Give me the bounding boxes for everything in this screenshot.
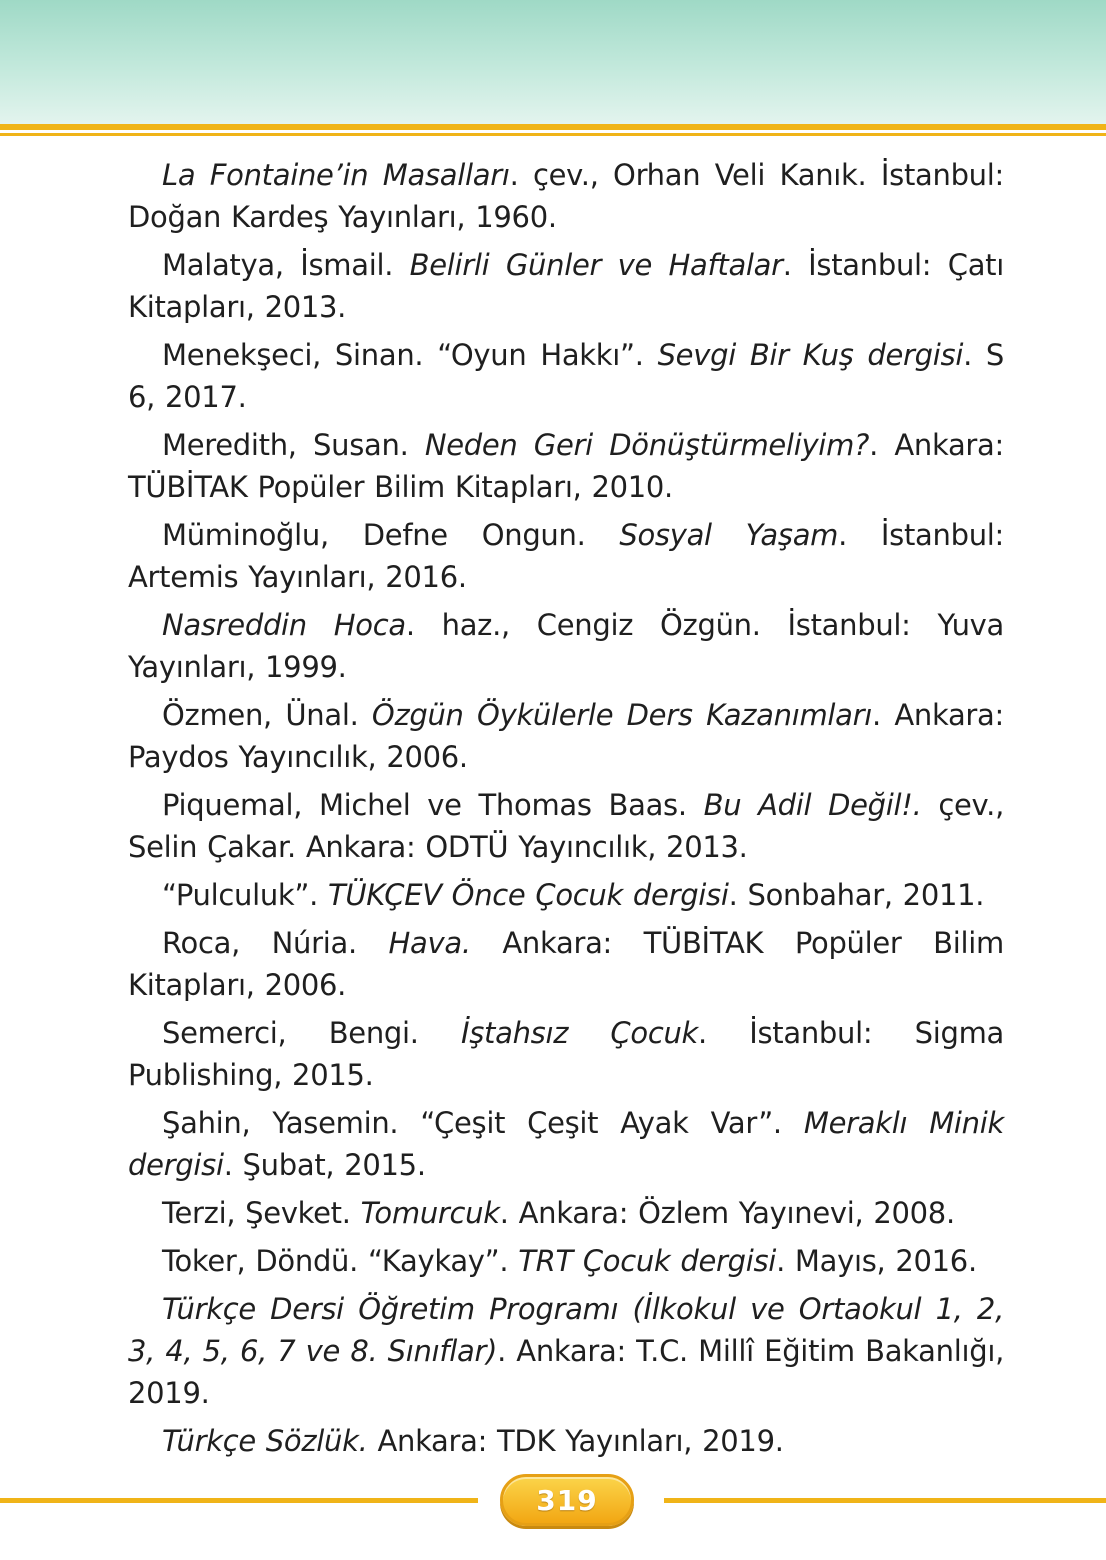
reference-text: Müminoğlu, Defne Ongun.: [162, 518, 620, 552]
reference-entry: [128, 1102, 1004, 1186]
reference-entry: [128, 1192, 1004, 1234]
reference-title: La Fontaine’in Masalları: [162, 158, 510, 192]
reference-title: Türkçe Dersi Öğretim Programı (İlkokul ve Ortaokul 1, 2, 3, 4, 5, 6, 7 ve 8. Sınıflar): [128, 1292, 1004, 1368]
reference-text: “Pulculuk”.: [162, 878, 328, 912]
reference-entry: [128, 784, 1004, 868]
reference-entry: [128, 1420, 1004, 1462]
reference-title: Türkçe Sözlük.: [162, 1424, 368, 1458]
reference-text: . Ankara: Paydos Yayıncılık, 2006.: [128, 698, 1004, 774]
reference-title: Nasreddin Hoca: [162, 608, 406, 642]
reference-text: . Ankara: TÜBİTAK Popüler Bilim Kitapları, 2010.: [128, 428, 1004, 504]
reference-entry: [128, 694, 1004, 778]
reference-text: . İstanbul: Sigma Publishing, 2015.: [128, 1016, 1004, 1092]
reference-title: Özgün Öykülerle Ders Kazanımları: [371, 698, 873, 732]
reference-entry: [128, 1012, 1004, 1096]
reference-text: çev., Selin Çakar. Ankara: ODTÜ Yayıncılık, 2013.: [128, 788, 1004, 864]
reference-title: Hava.: [388, 926, 471, 960]
reference-title: Sevgi Bir Kuş dergisi: [657, 338, 964, 372]
reference-title: Sosyal Yaşam: [619, 518, 839, 552]
reference-title: TÜKÇEV Önce Çocuk dergisi: [327, 878, 729, 912]
reference-entry: [128, 1288, 1004, 1414]
reference-text: Terzi, Şevket.: [162, 1196, 361, 1230]
reference-text: . haz., Cengiz Özgün. İstanbul: Yuva Yayınları, 1999.: [128, 608, 1004, 684]
header-divider: [0, 124, 1106, 130]
reference-text: . Sonbahar, 2011.: [728, 878, 985, 912]
reference-text: Menekşeci, Sinan. “Oyun Hakkı”.: [162, 338, 658, 372]
header-band: [0, 0, 1106, 124]
reference-text: . Ankara: T.C. Millî Eğitim Bakanlığı, 2019.: [128, 1334, 1004, 1410]
page-number-badge: [500, 1474, 634, 1526]
reference-entry: [128, 244, 1004, 328]
reference-text: . İstanbul: Çatı Kitapları, 2013.: [128, 248, 1004, 324]
reference-entry: [128, 1240, 1004, 1282]
bibliography-list: [128, 154, 1004, 1468]
footer-divider-right: [664, 1498, 1106, 1503]
reference-text: Ankara: TDK Yayınları, 2019.: [367, 1424, 784, 1458]
reference-title: Bu Adil Değil!.: [703, 788, 922, 822]
reference-entry: [128, 604, 1004, 688]
reference-text: . S 6, 2017.: [128, 338, 1004, 414]
reference-entry: [128, 424, 1004, 508]
reference-text: . İstanbul: Artemis Yayınları, 2016.: [128, 518, 1004, 594]
reference-text: . çev., Orhan Veli Kanık. İstanbul: Doğan Kardeş Yayınları, 1960.: [128, 158, 1004, 234]
reference-entry: [128, 874, 1004, 916]
reference-entry: [128, 154, 1004, 238]
reference-text: Malatya, İsmail.: [162, 248, 410, 282]
reference-text: Özmen, Ünal.: [162, 698, 372, 732]
reference-title: Neden Geri Dönüştürmeliyim?: [424, 428, 870, 462]
reference-entry: [128, 922, 1004, 1006]
reference-text: Roca, Núria.: [162, 926, 389, 960]
reference-text: Toker, Döndü. “Kaykay”.: [162, 1244, 519, 1278]
reference-text: Ankara: TÜBİTAK Popüler Bilim Kitapları, 2006.: [128, 926, 1004, 1002]
reference-text: . Şubat, 2015.: [223, 1148, 426, 1182]
reference-text: Piquemal, Michel ve Thomas Baas.: [162, 788, 704, 822]
footer-divider-left: [0, 1498, 478, 1503]
reference-title: İştahsız Çocuk: [460, 1016, 699, 1050]
header-divider-thin: [0, 133, 1106, 136]
reference-title: TRT Çocuk dergisi: [518, 1244, 777, 1278]
reference-title: Belirli Günler ve Haftalar: [409, 248, 783, 282]
reference-title: Meraklı Minik dergisi: [128, 1106, 1004, 1182]
reference-text: Semerci, Bengi.: [162, 1016, 461, 1050]
reference-title: Tomurcuk: [360, 1196, 500, 1230]
reference-text: . Ankara: Özlem Yayınevi, 2008.: [499, 1196, 955, 1230]
reference-text: Şahin, Yasemin. “Çeşit Çeşit Ayak Var”.: [162, 1106, 804, 1140]
page-number: 319: [536, 1483, 598, 1517]
reference-entry: [128, 334, 1004, 418]
reference-text: . Mayıs, 2016.: [776, 1244, 977, 1278]
reference-entry: [128, 514, 1004, 598]
reference-text: Meredith, Susan.: [162, 428, 425, 462]
